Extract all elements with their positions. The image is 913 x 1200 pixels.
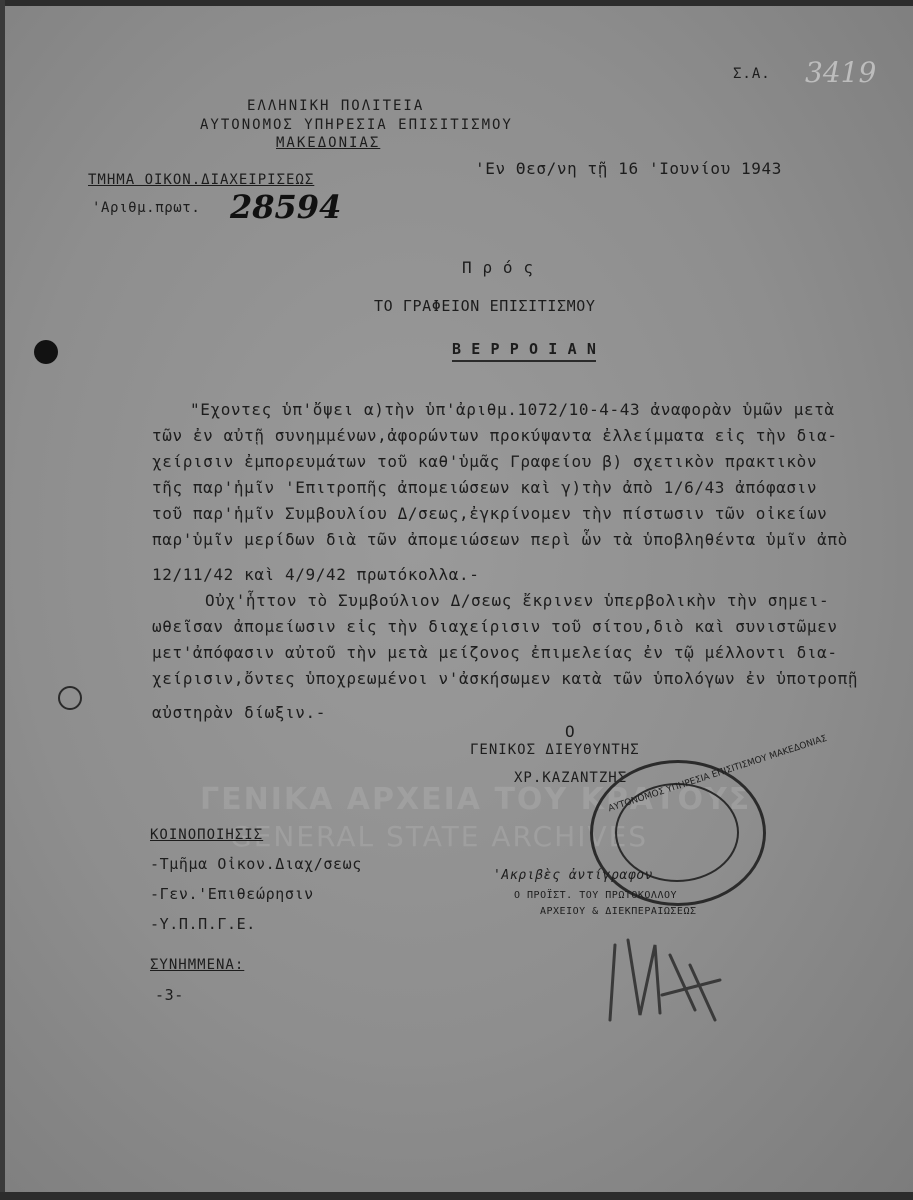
signature-title: ΓΕΝΙΚΟΣ ΔΙΕΥΘΥΝΤΗΣ <box>470 742 640 758</box>
letterhead-line2: ΑΥΤΟΝΟΜΟΣ ΥΠΗΡΕΣΙΑ ΕΠΙΣΙΤΙΣΜΟΥ <box>200 117 513 133</box>
body-line: "Εχοντες ὑπ'ὄψει α)τὴν ὑπ'ἀριθμ.1072/10-4-43 ἀναφορὰν ὑμῶν μετὰ <box>190 400 835 419</box>
stamp-text: ΑΥΤΟΝΟΜΟΣ ΥΠΗΡΕΣΙΑ ΕΠΙΣΙΤΙΣΜΟΥ ΜΑΚΕΔΟΝΙΑΣ <box>607 733 829 815</box>
corner-handwritten-number: 3419 <box>805 56 877 89</box>
body-line: χείρισιν,ὄντες ὑποχρεωμένοι ν'ἀσκήσωμεν κατὰ τῶν ὑπολόγων ἐν ὑποτροπῇ <box>152 669 859 688</box>
body-line: τῶν ἐν αὐτῇ συνημμένων,ἀφορώντων προκύψαντα ἐλλείμματα εἰς τὴν δια- <box>152 426 838 445</box>
certification-line1: 'Ακριβὲς ἀντίγραφον <box>493 868 654 883</box>
scan-edge-left <box>0 0 5 1200</box>
date-line: 'Εν Θεσ/νη τῇ 16 'Ιουνίου 1943 <box>475 159 782 178</box>
body-line: Οὐχ'ἧττον τὸ Συμβούλιον Δ/σεως ἔκρινεν ὑπερβολικὴν τὴν σημει- <box>205 591 830 610</box>
body-line: μετ'ἀπόφασιν αὐτοῦ τὴν μετὰ μείζονος ἐπιμελείας ἐν τῷ μέλλοντι δια- <box>152 643 838 662</box>
body-line: χείρισιν ἐμπορευμάτων τοῦ καθ'ὑμᾶς Γραφείου β) σχετικὸν πρακτικὸν <box>152 452 818 471</box>
signature-name: ΧΡ.ΚΑΖΑΝΤΖΗΣ <box>514 770 628 786</box>
certification-line3: ΑΡΧΕΙΟΥ & ΔΙΕΚΠΕΡΑΙΩΣΕΩΣ <box>540 906 697 917</box>
protocol-number-handwritten: 28594 <box>230 188 342 226</box>
corner-ref: Σ.Α. <box>733 66 771 82</box>
scan-edge-bottom <box>0 1192 913 1200</box>
department-label: ΤΜΗΜΑ ΟΙΚΟΝ.ΔΙΑΧΕΙΡΙΣΕΩΣ <box>88 172 315 188</box>
body-line: τοῦ παρ'ἡμῖν Συμβουλίου Δ/σεως,ἐγκρίνομεν τὴν πίστωσιν τῶν οἰκείων <box>152 504 828 523</box>
archive-watermark-english: GENERAL STATE ARCHIVES <box>230 820 649 853</box>
cc-heading: ΚΟΙΝΟΠΟΙΗΣΙΣ <box>150 827 264 843</box>
signature-article: Ο <box>565 722 576 741</box>
pros-heading: Π ρ ό ς <box>462 258 534 277</box>
punch-hole <box>34 340 58 364</box>
letterhead-line3: ΜΑΚΕΔΟΝΙΑΣ <box>276 135 381 151</box>
attachments-heading: ΣΥΝΗΜΜΕΝΑ: <box>150 957 245 973</box>
addressee-office: ΤΟ ΓΡΑΦΕΙΟΝ ΕΠΙΣΙΤΙΣΜΟΥ <box>374 297 596 315</box>
scan-edge-top <box>0 0 913 6</box>
official-stamp <box>590 733 829 906</box>
cc-item: -Γεν.'Επιθεώρησιν <box>150 885 314 903</box>
punch-hole-outline <box>58 686 82 710</box>
body-line: ωθεῖσαν ἀπομείωσιν εἰς τὴν διαχείρισιν τοῦ σίτου,διὸ καὶ συνιστῶμεν <box>152 617 838 636</box>
archive-watermark-greek: ΓΕΝΙΚΑ ΑΡΧΕΙΑ ΤΟΥ ΚΡΑΤΟΥΣ <box>200 782 752 817</box>
cc-item: -Υ.Π.Π.Γ.Ε. <box>150 915 256 933</box>
addressee-city: Β Ε Ρ Ρ Ο Ι Α Ν <box>452 340 596 362</box>
protocol-label: 'Αριθμ.πρωτ. <box>92 200 201 216</box>
letterhead-line1: ΕΛΛΗΝΙΚΗ ΠΟΛΙΤΕΙΑ <box>247 98 425 114</box>
body-line: αὐστηρὰν δίωξιν.- <box>152 703 326 722</box>
handwritten-signature <box>600 925 740 1035</box>
body-line: παρ'ὑμῖν μερίδων διὰ τῶν ἀπομειώσεων περὶ ὧν τὰ ὑποβληθέντα ὑμῖν ἀπὸ <box>152 530 848 549</box>
attachments-count: -3- <box>155 986 184 1004</box>
body-line: τῆς παρ'ἡμῖν 'Επιτροπῆς ἀπομειώσεων καὶ γ)τὴν ἀπὸ 1/6/43 ἀπόφασιν <box>152 478 818 497</box>
body-line: 12/11/42 καὶ 4/9/42 πρωτόκολλα.- <box>152 565 480 584</box>
cc-item: -Τμῆμα Οἰκον.Διαχ/σεως <box>150 855 362 873</box>
certification-line2: Ο ΠΡΟΪΣΤ. ΤΟΥ ΠΡΩΤΟΚΟΛΛΟΥ <box>514 890 678 901</box>
